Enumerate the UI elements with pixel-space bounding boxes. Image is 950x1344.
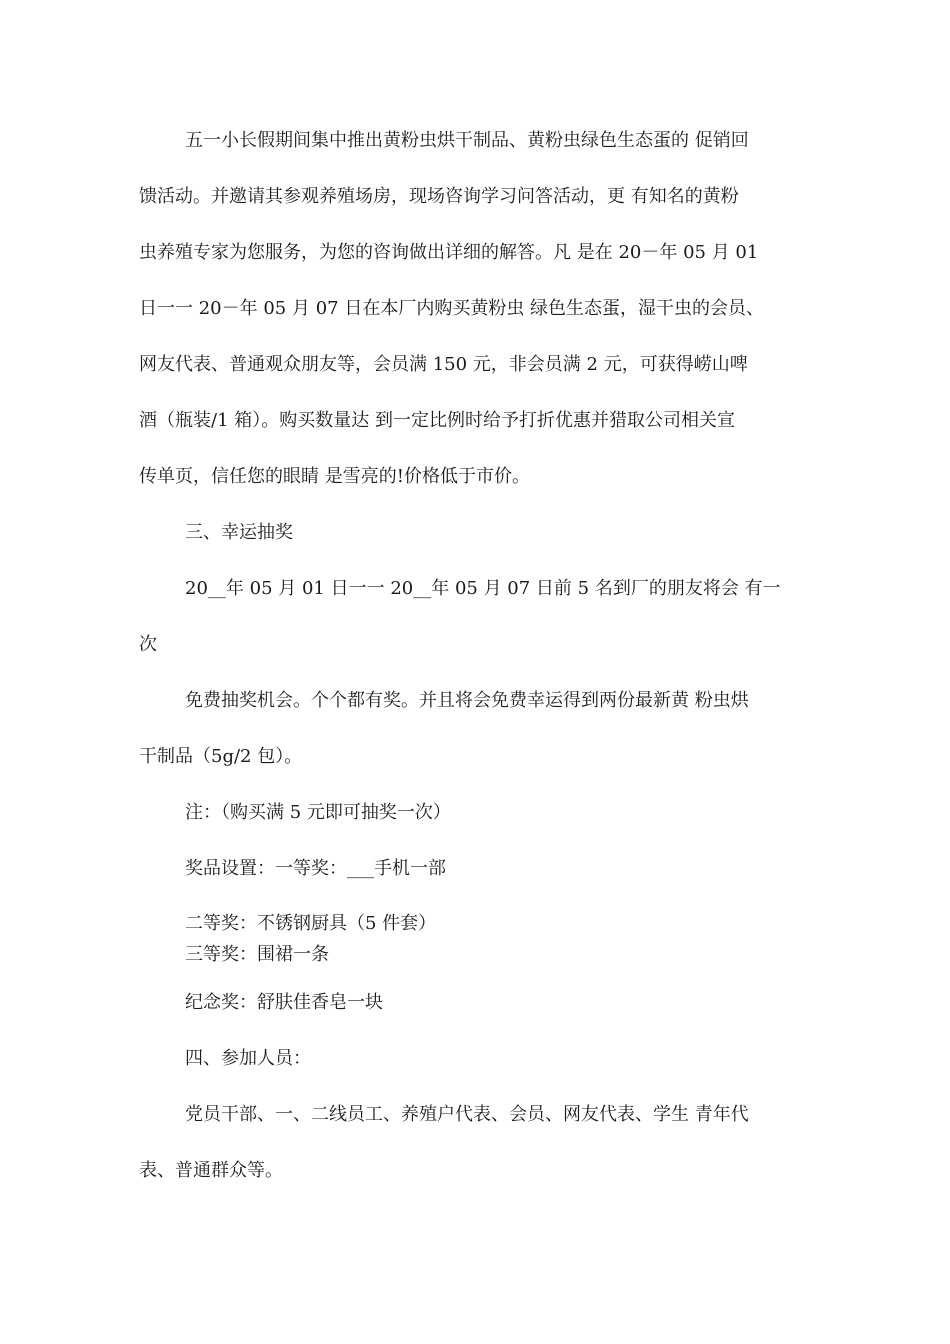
lottery-free-line-1: 免费抽奖机会。个个都有奖。并且将会免费幸运得到两份最新黄 粉虫烘 xyxy=(185,690,749,711)
prize-souvenir: 纪念奖：舒肤佳香皂一块 xyxy=(185,992,383,1013)
participants-line-1: 党员干部、一、二线员工、养殖户代表、会员、网友代表、学生 青年代 xyxy=(185,1104,749,1125)
promotion-text-line-6: 酒（瓶装/1 箱）。购买数量达 到一定比例时给予打折优惠并猎取公司相关宣 xyxy=(139,410,735,431)
lottery-note: 注：（购买满 5 元即可抽奖一次） xyxy=(185,802,451,823)
lottery-date-line-2: 次 xyxy=(139,634,157,655)
prize-first: 奖品设置：一等奖：___手机一部 xyxy=(185,858,446,879)
promotion-text-line-4: 日一一 20－年 05 月 07 日在本厂内购买黄粉虫 绿色生态蛋，湿干虫的会员、 xyxy=(139,298,765,319)
promotion-text-line-7: 传单页，信任您的眼睛 是雪亮的!价格低于市价。 xyxy=(139,466,530,487)
promotion-text-line-3: 虫养殖专家为您服务，为您的咨询做出详细的解答。凡 是在 20－年 05 月 01 xyxy=(139,242,759,263)
participants-heading: 四、参加人员： xyxy=(185,1048,311,1069)
promotion-text-line-1: 五一小长假期间集中推出黄粉虫烘干制品、黄粉虫绿色生态蛋的 促销回 xyxy=(185,130,749,151)
lottery-heading: 三、幸运抽奖 xyxy=(185,522,293,543)
promotion-text-line-2: 馈活动。并邀请其参观养殖场房，现场咨询学习问答活动，更 有知名的黄粉 xyxy=(139,186,739,207)
prize-second: 二等奖：不锈钢厨具（5 件套） xyxy=(185,913,437,934)
prize-third: 三等奖：围裙一条 xyxy=(185,944,329,965)
participants-line-2: 表、普通群众等。 xyxy=(139,1160,283,1181)
lottery-date-line-1: 20__年 05 月 01 日一一 20__年 05 月 07 日前 5 名到厂的朋友将会 有一 xyxy=(185,578,781,599)
lottery-free-line-2: 干制品（5g/2 包）。 xyxy=(139,746,303,767)
promotion-text-line-5: 网友代表、普通观众朋友等，会员满 150 元，非会员满 2 元，可获得崂山啤 xyxy=(139,354,748,375)
